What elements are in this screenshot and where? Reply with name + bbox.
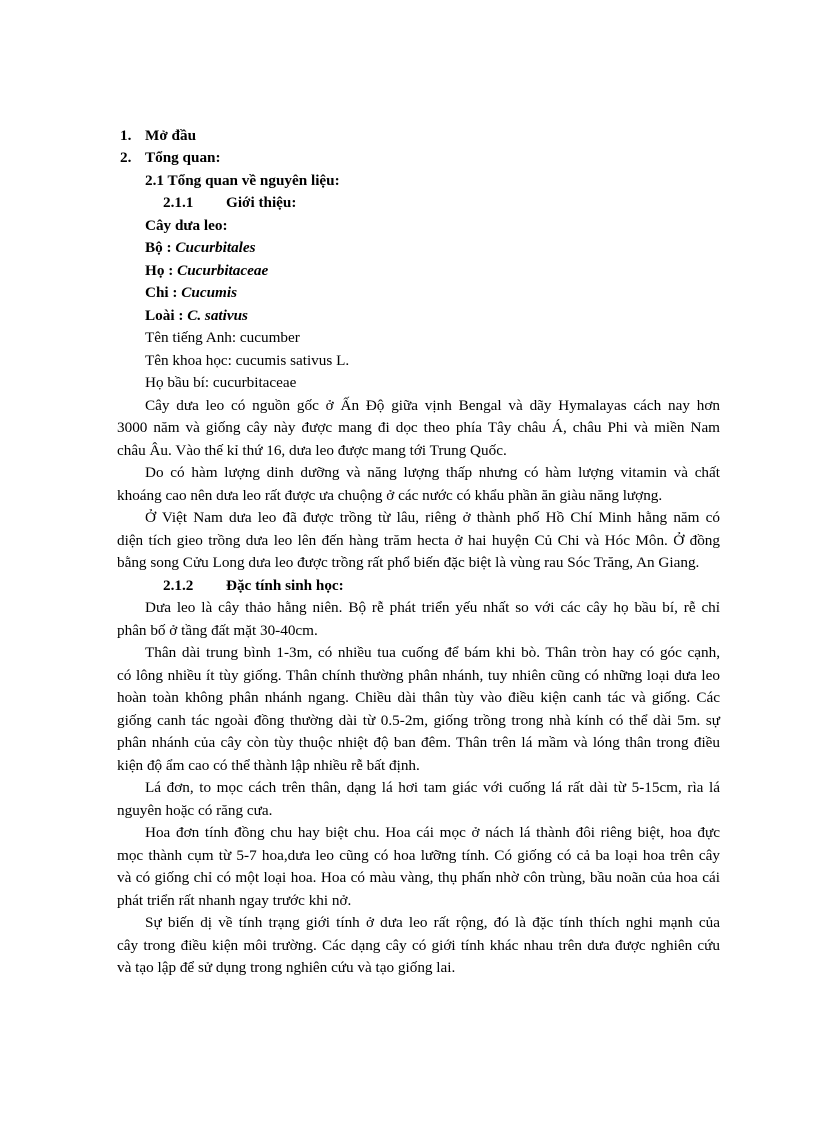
paragraph-line: và tạo lập để sử dụng trong nghiên cứu và tạo giống lai. xyxy=(117,959,456,976)
family-label: Họ : xyxy=(145,262,174,279)
heading-2-1-1-number: 2.1.1 xyxy=(163,194,194,211)
plant-title: Cây dưa leo: xyxy=(145,217,228,234)
paragraph-line: Thân dài trung bình 1-3m, có nhiều tua cuống để bám khi bò. Thân tròn hay có góc cạnh, xyxy=(145,644,720,661)
heading-1-number: 1. xyxy=(120,127,132,144)
heading-2: Tổng quan: xyxy=(145,149,221,166)
taxonomy-species xyxy=(145,306,248,326)
paragraph-line: phân nhánh của cây còn tùy thuộc nhiệt độ ban đêm. Thân trên lá mầm và lóng thân trong điều xyxy=(117,734,720,751)
heading-2-1-2: Đặc tính sinh học: xyxy=(226,577,344,594)
order-value: Cucurbitales xyxy=(175,239,256,256)
paragraph-line: Cây dưa leo có nguồn gốc ở Ấn Độ giữa vịnh Bengal và dãy Hymalayas cách nay hơn xyxy=(145,397,720,414)
taxonomy-genus xyxy=(145,283,237,303)
paragraph-line: diện tích gieo trồng dưa leo lên đến hàng trăm hecta ở hai huyện Củ Chi và Hóc Môn. Ở đồng xyxy=(117,532,720,549)
paragraph-line: Lá đơn, to mọc cách trên thân, dạng lá hơi tam giác với cuống lá rất dài từ 5-15cm, rìa lá xyxy=(145,779,720,796)
paragraph-line: Do có hàm lượng dinh dưỡng và năng lượng thấp nhưng có hàm lượng vitamin và chất xyxy=(145,464,720,481)
paragraph-line: cây trong điều kiện môi trường. Các dạng cây có giới tính khác nhau trên dưa được nghiên cứu xyxy=(117,937,720,954)
paragraph-line: phân bố ở tầng đất mặt 30-40cm. xyxy=(117,622,318,639)
heading-2-number: 2. xyxy=(120,149,132,166)
taxonomy-family xyxy=(145,261,268,281)
paragraph-line: 3000 năm và giống cây này được mang đi dọc theo phía Tây châu Á, châu Phi và miền Nam xyxy=(117,419,720,436)
genus-label: Chi : xyxy=(145,284,178,301)
paragraph-line: Ở Việt Nam dưa leo đã được trồng từ lâu, riêng ở thành phố Hồ Chí Minh hằng năm có xyxy=(145,509,720,526)
heading-1: Mở đầu xyxy=(145,127,197,144)
taxonomy-order xyxy=(145,238,256,258)
family-value: Cucurbitaceae xyxy=(177,262,269,279)
genus-value: Cucumis xyxy=(181,284,238,301)
paragraph-line: khoáng cao nên dưa leo rất được ưa chuộng ở các nước có khẩu phần ăn giàu năng lượng. xyxy=(117,487,663,504)
paragraph-line: hoàn toàn không phân nhánh ngang. Chiều dài thân tùy vào điều kiện canh tác và giống. Các xyxy=(117,689,720,706)
paragraph-line: có lông nhiều ít tùy giống. Thân chính thường phân nhánh, tuy nhiên cũng có những loại dưa leo xyxy=(117,667,720,684)
paragraph-line: mọc thành cụm từ 5-7 hoa,dưa leo cũng có hoa lưỡng tính. Có giống có cả ba loại hoa trên cây xyxy=(117,847,720,864)
species-label: Loài : xyxy=(145,307,184,324)
order-label: Bộ : xyxy=(145,239,172,256)
paragraph-line: Hoa đơn tính đồng chu hay biệt chu. Hoa cái mọc ở nách lá thành đôi riêng biệt, hoa đực xyxy=(145,824,720,841)
paragraph-line: kiện độ ẩm cao có thể thành lập nhiều rễ bất định. xyxy=(117,757,420,774)
heading-2-1: 2.1 Tổng quan về nguyên liệu: xyxy=(145,172,340,189)
english-name: Tên tiếng Anh: cucumber xyxy=(145,329,300,346)
family-vietnamese: Họ bầu bí: cucurbitaceae xyxy=(145,374,297,391)
paragraph-line: và có giống chỉ có một loại hoa. Hoa có màu vàng, thụ phấn nhờ côn trùng, bầu noãn của hoa cái xyxy=(117,869,720,886)
paragraph-line: giống canh tác ngoài đồng thường dài từ 0.5-2m, giống trồng trong nhà kính có thể dài 5m. sự xyxy=(117,712,720,729)
heading-2-1-2-number: 2.1.2 xyxy=(163,577,194,594)
scientific-name: Tên khoa học: cucumis sativus L. xyxy=(145,352,350,369)
paragraph-line: châu Âu. Vào thế kỉ thứ 16, dưa leo được mang tới Trung Quốc. xyxy=(117,442,507,459)
heading-2-1-1: Giới thiệu: xyxy=(226,194,297,211)
species-value: C. sativus xyxy=(187,307,248,324)
paragraph-line: Dưa leo là cây thảo hằng niên. Bộ rễ phát triển yếu nhất so với các cây họ bầu bí, rễ chỉ xyxy=(145,599,720,616)
paragraph-line: Sự biến dị về tính trạng giới tính ở dưa leo rất rộng, đó là đặc tính thích nghi mạnh của xyxy=(145,914,720,931)
paragraph-line: phát triển rất nhanh ngay trước khi nở. xyxy=(117,892,352,909)
paragraph-line: bằng song Cửu Long dưa leo được trồng rất phổ biến đặc biệt là vùng rau Sóc Trăng, An Giang. xyxy=(117,554,700,571)
paragraph-line: nguyên hoặc có răng cưa. xyxy=(117,802,273,819)
